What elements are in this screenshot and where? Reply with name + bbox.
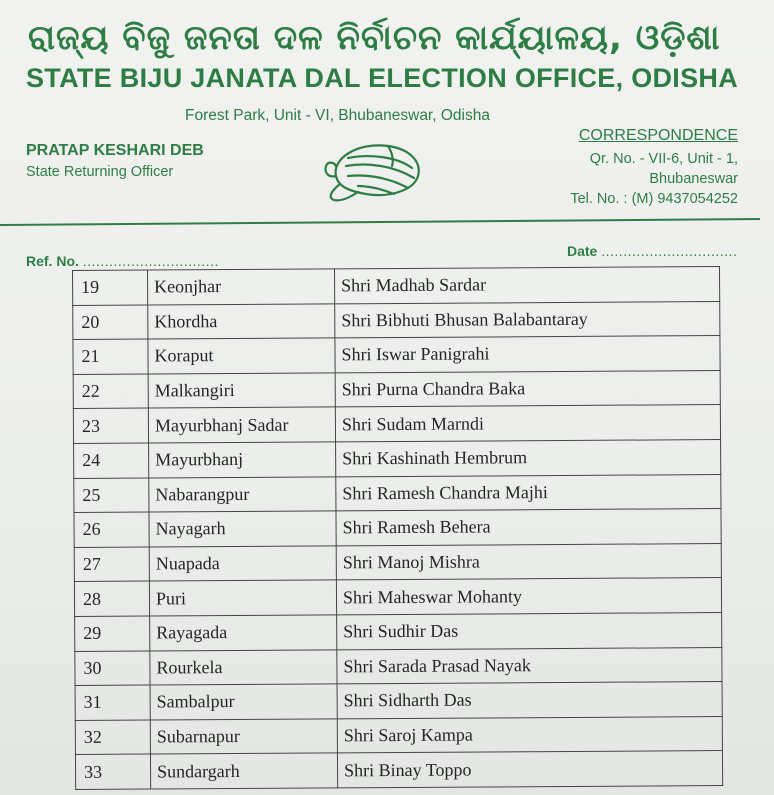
table-row xyxy=(74,509,721,548)
officer-role: State Returning Officer xyxy=(26,164,174,180)
district-cell: Mayurbhanj xyxy=(149,442,336,478)
conch-shell-icon xyxy=(318,136,428,204)
serial-number-cell: 23 xyxy=(73,408,148,443)
table-row xyxy=(74,440,721,479)
district-cell: Sambalpur xyxy=(150,684,337,720)
table-row xyxy=(74,578,721,617)
officer-name-cell: Shri Sudhir Das xyxy=(337,612,722,649)
district-cell: Puri xyxy=(149,580,336,616)
table-row xyxy=(75,647,722,686)
serial-number-cell: 22 xyxy=(73,374,148,409)
district-cell: Koraput xyxy=(148,338,335,374)
table-row xyxy=(75,751,722,790)
district-cell: Nuapada xyxy=(149,546,336,582)
officer-name-cell: Shri Sarada Prasad Nayak xyxy=(337,647,722,684)
district-cell: Sundargarh xyxy=(150,753,337,789)
serial-number-cell: 33 xyxy=(75,754,150,789)
serial-number-cell: 19 xyxy=(73,270,148,305)
date-field xyxy=(567,243,737,259)
district-cell: Khordha xyxy=(148,303,335,339)
officer-name-cell: Shri Binay Toppo xyxy=(337,751,722,788)
table-row xyxy=(73,405,720,444)
officer-name: PRATAP KESHARI DEB xyxy=(26,142,204,159)
serial-number-cell: 32 xyxy=(75,720,150,755)
serial-number-cell: 27 xyxy=(74,547,149,582)
officer-name-cell: Shri Ramesh Chandra Majhi xyxy=(336,474,721,511)
ref-no-label: Ref. No. xyxy=(26,253,79,269)
table-row xyxy=(75,716,722,755)
serial-number-cell: 30 xyxy=(75,651,150,686)
officer-name-cell: Shri Ramesh Behera xyxy=(336,509,721,546)
district-cell: Rayagada xyxy=(150,615,337,651)
officer-name-cell: Shri Madhab Sardar xyxy=(334,267,719,304)
district-cell: Nayagarh xyxy=(149,511,336,547)
odia-title: ରାଜ୍ୟ ବିଜୁ ଜନତା ଦଳ ନିର୍ବାଚନ କାର୍ଯ୍ୟାଳୟ, ଓଡ଼ିଶା xyxy=(28,18,721,58)
serial-number-cell: 29 xyxy=(75,616,150,651)
table-row xyxy=(75,682,722,721)
officer-name-cell: Shri Sudam Marndi xyxy=(335,405,720,442)
officer-name-cell: Shri Sidharth Das xyxy=(337,682,722,719)
table-row xyxy=(75,612,722,651)
correspondence-address-line1: Qr. No. - VII-6, Unit - 1, xyxy=(589,151,738,167)
table-row xyxy=(73,370,720,409)
officer-name-cell: Shri Saroj Kampa xyxy=(337,716,722,753)
correspondence-address-line2: Bhubaneswar xyxy=(649,171,738,187)
table-row xyxy=(74,474,721,513)
table-body xyxy=(73,267,723,790)
serial-number-cell: 28 xyxy=(74,581,149,616)
officer-name-cell: Shri Kashinath Hembrum xyxy=(336,440,721,477)
serial-number-cell: 21 xyxy=(73,339,148,374)
date-label: Date xyxy=(567,243,598,259)
table-row xyxy=(73,267,720,306)
district-cell: Subarnapur xyxy=(150,719,337,755)
serial-number-cell: 31 xyxy=(75,685,150,720)
correspondence-label: CORRESPONDENCE xyxy=(578,127,738,144)
table-row xyxy=(73,336,720,375)
district-officer-table xyxy=(72,266,723,790)
date-dots: ............................... xyxy=(601,243,738,259)
ref-no-dots: ............................... xyxy=(82,253,219,269)
telephone-number: Tel. No. : (M) 9437054252 xyxy=(570,191,738,207)
district-cell: Malkangiri xyxy=(148,373,335,409)
district-cell: Keonjhar xyxy=(148,269,335,305)
officer-name-cell: Shri Maheswar Mohanty xyxy=(336,578,721,615)
officer-name-cell: Shri Purna Chandra Baka xyxy=(335,370,720,407)
header-divider xyxy=(0,218,760,226)
officer-name-cell: Shri Manoj Mishra xyxy=(336,543,721,580)
serial-number-cell: 26 xyxy=(74,512,149,547)
ref-no-field xyxy=(26,253,219,269)
district-cell: Nabarangpur xyxy=(149,476,336,512)
office-address: Forest Park, Unit - VI, Bhubaneswar, Odisha xyxy=(185,107,490,124)
district-cell: Rourkela xyxy=(150,649,337,685)
serial-number-cell: 25 xyxy=(74,478,149,513)
serial-number-cell: 20 xyxy=(73,305,148,340)
office-title: STATE BIJU JANATA DAL ELECTION OFFICE, ODISHA xyxy=(26,63,739,93)
district-cell: Mayurbhanj Sadar xyxy=(148,407,335,443)
table-row xyxy=(73,301,720,340)
officer-name-cell: Shri Bibhuti Bhusan Balabantaray xyxy=(335,301,720,338)
serial-number-cell: 24 xyxy=(74,443,149,478)
table-row xyxy=(74,543,721,582)
officer-name-cell: Shri Iswar Panigrahi xyxy=(335,336,720,373)
